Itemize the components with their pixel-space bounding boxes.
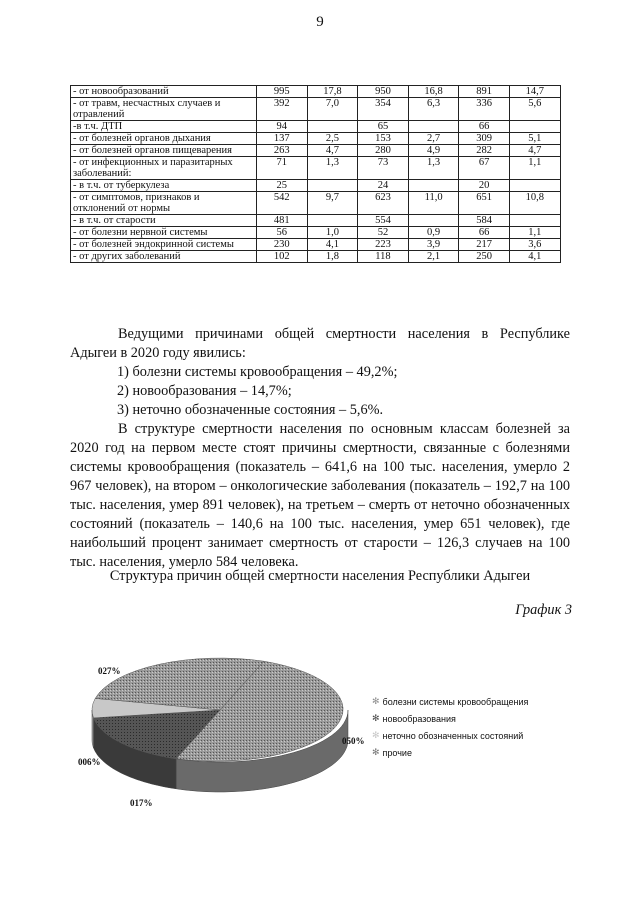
pie-label-other: 027% [98, 666, 121, 676]
table-row [71, 180, 561, 192]
table-cell-value: 67 [459, 157, 510, 180]
table-cell-value: 950 [358, 86, 409, 98]
table-cell-value: 1,3 [408, 157, 459, 180]
table-cell-value: 16,8 [408, 86, 459, 98]
table-cell-label: - от травм, несчастных случаев и отравлений [71, 98, 257, 121]
legend-item [372, 729, 528, 742]
table-cell-value: 94 [257, 121, 308, 133]
legend-marker: ✻ [372, 730, 380, 740]
table-cell-value: 0,9 [408, 227, 459, 239]
table-cell-value: 9,7 [307, 192, 358, 215]
list-item-1: 1) болезни системы кровообращения – 49,2%; [117, 364, 398, 380]
table-cell-value [307, 215, 358, 227]
legend-label: новообразования [382, 713, 456, 724]
table-cell-label: - в т.ч. от старости [71, 215, 257, 227]
table-cell-value: 2,5 [307, 133, 358, 145]
table-cell-value: 102 [257, 251, 308, 263]
table-row [71, 227, 561, 239]
table-cell-value [408, 215, 459, 227]
table-cell-value: 651 [459, 192, 510, 215]
table-cell-value: 20 [459, 180, 510, 192]
table-cell-value: 3,6 [509, 239, 560, 251]
table-cell-value: 1,1 [509, 227, 560, 239]
table-cell-value: 25 [257, 180, 308, 192]
table-cell-value: 11,0 [408, 192, 459, 215]
table-cell-value: 223 [358, 239, 409, 251]
table-cell-value: 118 [358, 251, 409, 263]
table-row [71, 239, 561, 251]
table-row [71, 86, 561, 98]
chart-number: График 3 [515, 602, 572, 618]
table-cell-value: 14,7 [509, 86, 560, 98]
table-row [71, 192, 561, 215]
pie-label-neoplasms: 017% [130, 798, 153, 808]
table-cell-value: 56 [257, 227, 308, 239]
table-cell-value: 7,0 [307, 98, 358, 121]
table-cell-value: 66 [459, 227, 510, 239]
legend-item [372, 695, 528, 708]
table-row [71, 157, 561, 180]
legend-marker: ✻ [372, 696, 380, 706]
table-cell-value: 5,1 [509, 133, 560, 145]
table-cell-value: 153 [358, 133, 409, 145]
table-cell-value: 230 [257, 239, 308, 251]
table-cell-value: 24 [358, 180, 409, 192]
table-cell-label: - от болезней органов дыхания [71, 133, 257, 145]
table-cell-label: - в т.ч. от туберкулеза [71, 180, 257, 192]
table-cell-value: 217 [459, 239, 510, 251]
table-cell-value: 995 [257, 86, 308, 98]
table-cell-value: 65 [358, 121, 409, 133]
table-cell-value: 554 [358, 215, 409, 227]
table-cell-value: 1,3 [307, 157, 358, 180]
table-row [71, 133, 561, 145]
table-cell-value: 4,1 [307, 239, 358, 251]
table-row [71, 251, 561, 263]
table-cell-label: -в т.ч. ДТП [71, 121, 257, 133]
table-cell-value: 623 [358, 192, 409, 215]
table-cell-value: 6,3 [408, 98, 459, 121]
table-row [71, 121, 561, 133]
table-cell-value: 2,1 [408, 251, 459, 263]
page-number: 9 [316, 14, 324, 30]
table-cell-value [408, 180, 459, 192]
table-cell-value: 4,9 [408, 145, 459, 157]
table-cell-label: - от болезней эндокринной системы [71, 239, 257, 251]
table-cell-label: - от новообразований [71, 86, 257, 98]
table-cell-value: 4,7 [509, 145, 560, 157]
table-row [71, 98, 561, 121]
intro-paragraph: Ведущими причинами общей смертности населения в Республике Адыгеи в 2020 году явились: [70, 326, 570, 361]
table-cell-value: 250 [459, 251, 510, 263]
table-cell-value [408, 121, 459, 133]
mortality-table [70, 85, 561, 263]
table-cell-value [307, 121, 358, 133]
table-cell-value: 280 [358, 145, 409, 157]
legend-label: неточно обозначенных состояний [382, 730, 524, 741]
table-cell-value: 73 [358, 157, 409, 180]
table-cell-value: 891 [459, 86, 510, 98]
table-cell-value: 4,7 [307, 145, 358, 157]
list-item-3: 3) неточно обозначенные состояния – 5,6%. [117, 402, 384, 418]
table-cell-value: 282 [459, 145, 510, 157]
legend-label: прочие [382, 747, 412, 758]
list-item-2: 2) новообразования – 14,7%; [117, 383, 292, 399]
table-cell-value: 392 [257, 98, 308, 121]
table-cell-value: 481 [257, 215, 308, 227]
table-cell-value: 137 [257, 133, 308, 145]
table-cell-value: 71 [257, 157, 308, 180]
table-cell-value [509, 180, 560, 192]
table-cell-label: - от болезней органов пищеварения [71, 145, 257, 157]
table-cell-label: - от инфекционных и паразитарных заболеваний: [71, 157, 257, 180]
legend-marker: ✻ [372, 713, 380, 723]
table-cell-value: 10,8 [509, 192, 560, 215]
table-cell-value: 1,1 [509, 157, 560, 180]
table-cell-value: 1,0 [307, 227, 358, 239]
table-cell-value: 1,8 [307, 251, 358, 263]
table-row [71, 145, 561, 157]
table-cell-value: 336 [459, 98, 510, 121]
table-cell-value: 52 [358, 227, 409, 239]
table-cell-value: 5,6 [509, 98, 560, 121]
table-cell-value [509, 215, 560, 227]
table-cell-label: - от симптомов, признаков и отклонений от нормы [71, 192, 257, 215]
table-cell-value: 2,7 [408, 133, 459, 145]
legend-item [372, 746, 528, 759]
table-cell-value: 4,1 [509, 251, 560, 263]
table-cell-value: 66 [459, 121, 510, 133]
pie-label-circulatory: 050% [342, 736, 365, 746]
table-cell-value: 3,9 [408, 239, 459, 251]
table-cell-value: 542 [257, 192, 308, 215]
table-row [71, 215, 561, 227]
table-cell-value: 309 [459, 133, 510, 145]
chart-legend [372, 695, 528, 763]
table-cell-value: 584 [459, 215, 510, 227]
pie-label-unspecified: 006% [78, 757, 101, 767]
table-cell-value [509, 121, 560, 133]
table-cell-value: 17,8 [307, 86, 358, 98]
table-cell-label: - от других заболеваний [71, 251, 257, 263]
legend-item [372, 712, 528, 725]
table-cell-value [307, 180, 358, 192]
table-cell-label: - от болезни нервной системы [71, 227, 257, 239]
structure-paragraph: В структуре смертности населения по основным классам болезней за 2020 год на первом месте стоят причины смертности, связанные с болезнями системы кровообращения (показатель – 641,6 на 100 тыс. населения, умерло 2 967 человек), на втором – онкологические заболевания (показатель – 192,7 на 100 тыс. населения, умер 891 человек), на третьем – смерть от неточно обозначенных состояний (показатель – 140,6 на 100 тыс. населения, умер 651 человек), где наибольший процент занимает смертность от старости – 126,3 случаев на 100 тыс. населения, умерло 584 человека. [70, 421, 570, 570]
chart-title: Структура причин общей смертности населения Республики Адыгеи [109, 568, 531, 584]
table-cell-value: 263 [257, 145, 308, 157]
legend-marker: ✻ [372, 747, 380, 757]
legend-label: болезни системы кровообращения [382, 696, 529, 707]
table-cell-value: 354 [358, 98, 409, 121]
